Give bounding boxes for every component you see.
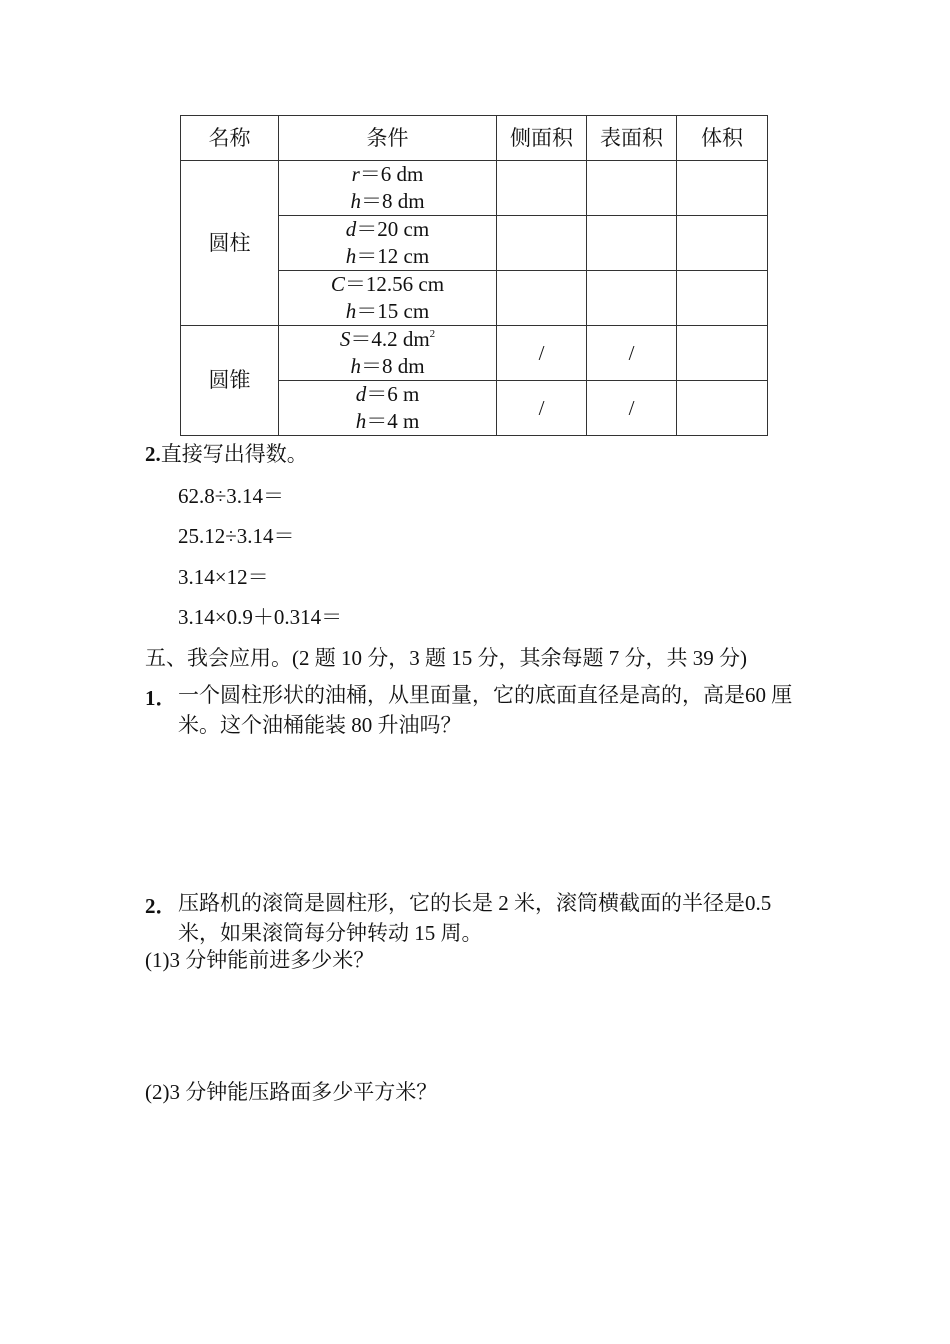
header-lateral-area: 侧面积 [497, 116, 587, 161]
header-name: 名称 [181, 116, 279, 161]
lateral-area-answer: / [497, 381, 587, 436]
header-volume: 体积 [677, 116, 768, 161]
lateral-area-answer: / [497, 326, 587, 381]
problem-1-number: 1． [145, 686, 177, 710]
question-2-title: 直接写出得数。 [160, 442, 308, 466]
surface-area-answer[interactable] [587, 216, 677, 271]
calc-item-1: 62.8÷3.14＝ [178, 484, 285, 508]
surface-area-answer: / [587, 381, 677, 436]
condition-cell: C＝12.56 cm h＝15 cm [279, 271, 497, 326]
surface-area-answer: / [587, 326, 677, 381]
volume-answer[interactable] [677, 161, 768, 216]
table-row [181, 326, 768, 381]
volume-answer[interactable] [677, 326, 768, 381]
problem-1-text: 一个圆柱形状的油桶，从里面量，它的底面直径是高的，高是60 厘米。这个油桶能装 80 升油吗？ [178, 683, 793, 737]
condition-cell: S＝4.2 $dm^2$ h＝8 dm [279, 326, 497, 381]
calc-item-3: 3.14×12＝ [178, 565, 269, 589]
formula-table [180, 115, 768, 436]
question-2-number: 2. [145, 442, 161, 466]
table-row [181, 161, 768, 216]
surface-area-answer[interactable] [587, 161, 677, 216]
header-condition: 条件 [279, 116, 497, 161]
volume-answer[interactable] [677, 271, 768, 326]
surface-area-answer[interactable] [587, 271, 677, 326]
section-5-title: 五、我会应用。(2 题 10 分，3 题 15 分，其余每题 7 分，共 39 分) [145, 646, 747, 670]
condition-cell: d＝20 cm h＝12 cm [279, 216, 497, 271]
calc-item-4: 3.14×0.9＋0.314＝ [178, 605, 343, 629]
table-header-row [181, 116, 768, 161]
lateral-area-answer[interactable] [497, 216, 587, 271]
problem-2-text: 压路机的滚筒是圆柱形，它的长是 2 米，滚筒横截面的半径是0.5 米，如果滚筒每分钟转动 15 周。 [178, 891, 772, 945]
question-2-heading [145, 438, 308, 468]
header-surface-area: 表面积 [587, 116, 677, 161]
condition-cell: r＝6 dm h＝8 dm [279, 161, 497, 216]
condition-cell: d＝6 m h＝4 m [279, 381, 497, 436]
lateral-area-answer[interactable] [497, 161, 587, 216]
volume-answer[interactable] [677, 216, 768, 271]
volume-answer[interactable] [677, 381, 768, 436]
problem-2-sub-1: (1)3 分钟能前进多少米？ [145, 948, 375, 972]
shape-cylinder: 圆柱 [181, 161, 279, 326]
problem-2-sub-2: (2)3 分钟能压路面多少平方米？ [145, 1080, 438, 1104]
calc-item-2: 25.12÷3.14＝ [178, 524, 295, 548]
lateral-area-answer[interactable] [497, 271, 587, 326]
shape-cone: 圆锥 [181, 326, 279, 436]
problem-2-number: 2． [145, 894, 177, 918]
